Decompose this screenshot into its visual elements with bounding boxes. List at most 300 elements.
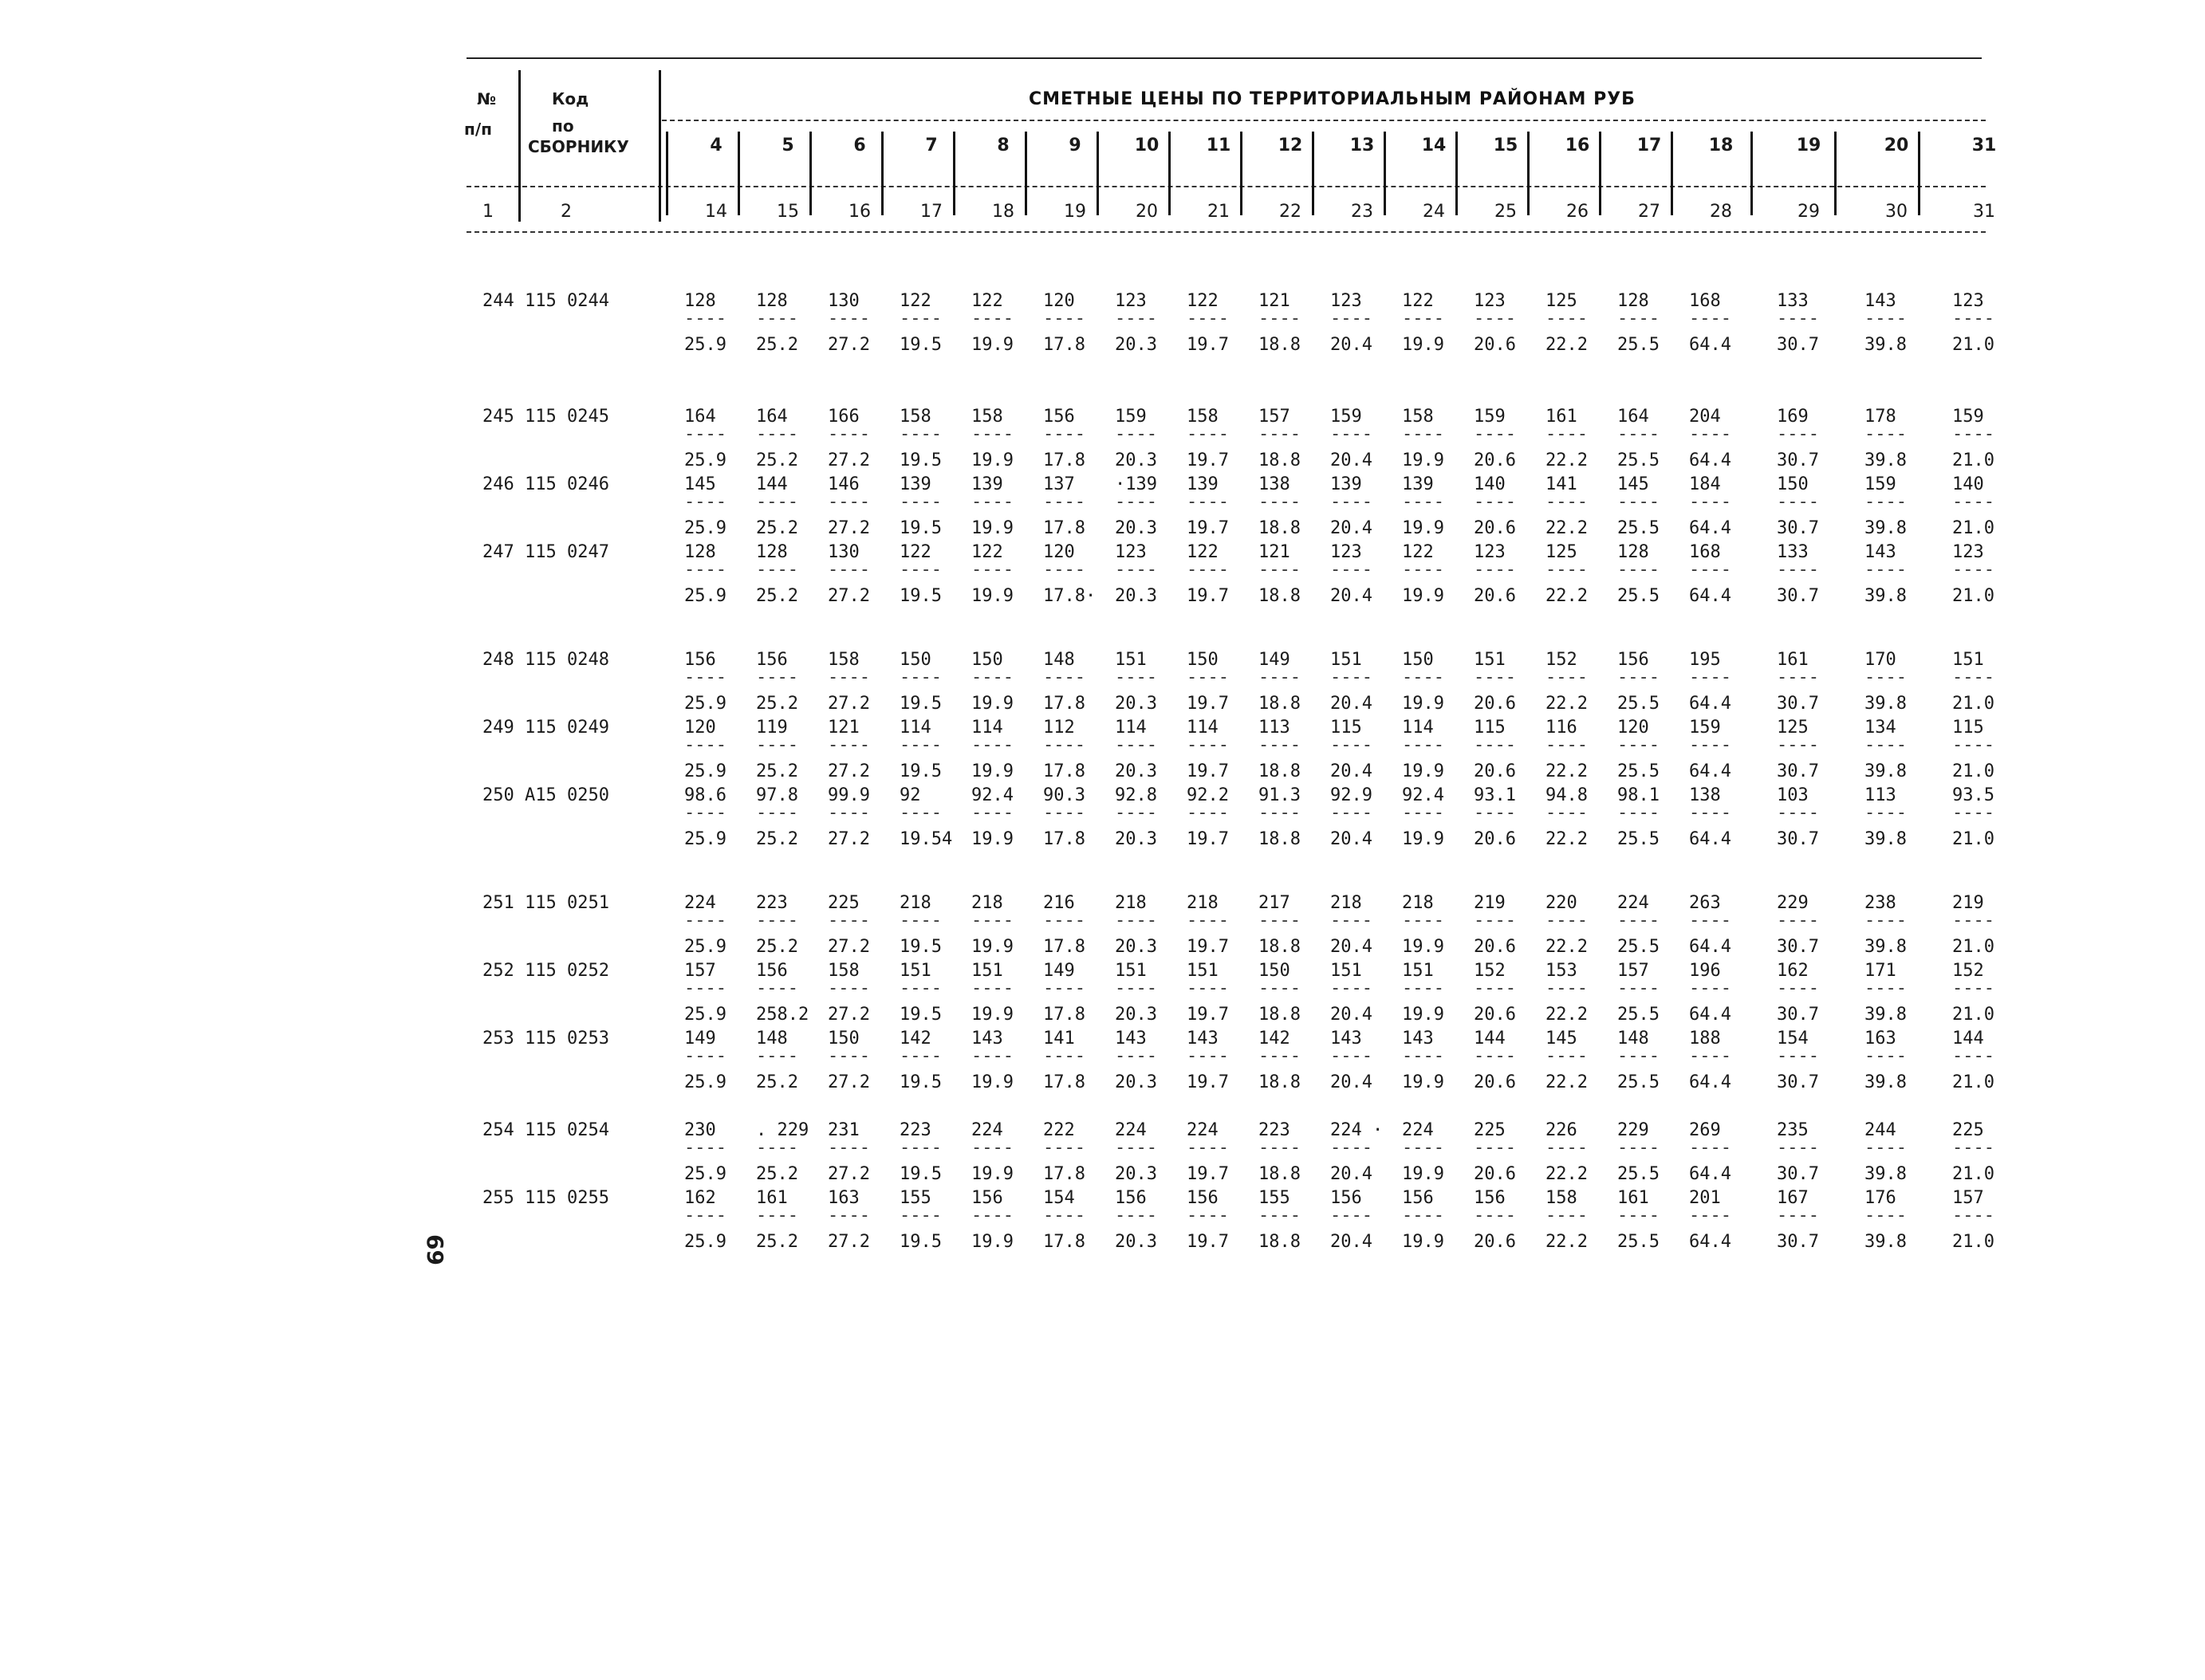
price-total: 143 [1115,1029,1147,1049]
price-wages: 20.3 [1115,1232,1157,1252]
price-wages: 17.8 [1043,1005,1085,1025]
fraction-dash: ---- [684,492,726,512]
fraction-dash: ---- [1115,309,1157,329]
price-total: 149 [1043,961,1075,981]
fraction-dash: ---- [900,424,942,444]
price-wages: 27.2 [828,518,870,538]
price-wages: 30.7 [1777,761,1819,781]
price-total: 164 [1617,407,1649,427]
fraction-dash: ---- [1474,560,1516,580]
region-number: 7 [925,136,938,155]
price-total: 150 [971,650,1003,670]
price-total: 142 [900,1029,931,1049]
price-total: 226 [1545,1120,1577,1140]
fraction-dash: ---- [1115,978,1157,998]
fraction-dash: ---- [1043,735,1085,755]
price-wages: 19.9 [971,335,1014,355]
row-code-label: 255 115 0255 [482,1188,609,1208]
price-total: 139 [1187,474,1219,494]
price-total: 139 [900,474,931,494]
fraction-dash: ---- [1689,1138,1731,1158]
fraction-dash: ---- [1258,978,1301,998]
price-total: 123 [1952,291,1984,311]
col1-label: п/п [464,120,492,139]
price-total: 219 [1952,893,1984,913]
price-total: 99.9 [828,785,870,805]
price-total: 121 [1258,542,1290,562]
price-total: 114 [1187,718,1219,738]
fraction-dash: ---- [971,560,1014,580]
price-total: 151 [1402,961,1434,981]
price-wages: 25.2 [756,450,798,470]
fraction-dash: ---- [1617,1206,1660,1226]
fraction-dash: ---- [1330,1046,1372,1066]
fraction-dash: ---- [1330,667,1372,687]
fraction-dash: ---- [1952,735,1994,755]
fraction-dash: ---- [1864,978,1907,998]
fraction-dash: ---- [1864,1206,1907,1226]
price-total: 90.3 [1043,785,1085,805]
price-total: 92.2 [1187,785,1229,805]
price-wages: 27.2 [828,335,870,355]
price-wages: 25.2 [756,586,798,606]
price-wages: 19.9 [1402,518,1444,538]
fraction-dash: ---- [971,667,1014,687]
price-total: 156 [971,1188,1003,1208]
fraction-dash: ---- [1545,309,1588,329]
price-total: 148 [1043,650,1075,670]
price-total: 159 [1952,407,1984,427]
fraction-dash: ---- [1545,1206,1588,1226]
price-wages: 64.4 [1689,1072,1731,1092]
fraction-dash: ---- [1545,735,1588,755]
price-wages: 22.2 [1545,1005,1588,1025]
column-index: 31 [1973,202,1995,222]
price-total: 120 [1043,542,1075,562]
price-wages: 18.8 [1258,450,1301,470]
price-wages: 18.8 [1258,1072,1301,1092]
fraction-dash: ---- [1777,424,1819,444]
price-wages: 19.7 [1187,518,1229,538]
column-index: 23 [1351,202,1373,222]
price-wages: 30.7 [1777,1164,1819,1184]
fraction-dash: ---- [1115,1206,1157,1226]
price-wages: 20.6 [1474,1232,1516,1252]
col2-sbornik-label: СБОРНИКУ [528,137,629,156]
fraction-dash: ---- [1402,911,1444,930]
fraction-dash: ---- [1402,1046,1444,1066]
price-wages: 18.8 [1258,937,1301,957]
fraction-dash: ---- [1777,667,1819,687]
fraction-dash: ---- [1952,424,1994,444]
price-total: 269 [1689,1120,1721,1140]
price-wages: 19.7 [1187,694,1229,714]
price-total: 156 [1043,407,1075,427]
price-total: 144 [1474,1029,1506,1049]
fraction-dash: ---- [1689,424,1731,444]
price-total: 235 [1777,1120,1809,1140]
fraction-dash: ---- [1689,309,1731,329]
price-total: 224 [1402,1120,1434,1140]
price-wages: 19.5 [900,1072,942,1092]
price-wages: 25.5 [1617,761,1660,781]
price-wages: 25.9 [684,450,726,470]
price-wages: 39.8 [1864,1072,1907,1092]
price-wages: 25.9 [684,694,726,714]
fraction-dash: ---- [1474,492,1516,512]
price-total: 156 [756,650,788,670]
fraction-dash: ---- [828,1046,870,1066]
table-title: СМЕТНЫЕ ЦЕНЫ ПО ТЕРРИТОРИАЛЬНЫМ РАЙОНАМ РУБ [1029,89,1636,109]
fraction-dash: ---- [1258,735,1301,755]
fraction-dash: ---- [1617,735,1660,755]
price-wages: 20.6 [1474,1072,1516,1092]
price-total: 223 [1258,1120,1290,1140]
price-total: 161 [1777,650,1809,670]
price-wages: 20.6 [1474,937,1516,957]
price-total: 123 [1952,542,1984,562]
price-total: 151 [900,961,931,981]
fraction-dash: ---- [900,1206,942,1226]
price-wages: 20.6 [1474,1164,1516,1184]
column-index: 27 [1638,202,1660,222]
price-total: 153 [1545,961,1577,981]
price-total: 219 [1474,893,1506,913]
column-index: 21 [1207,202,1230,222]
price-total: 168 [1689,542,1721,562]
price-total: 156 [756,961,788,981]
fraction-dash: ---- [1474,735,1516,755]
price-total: 155 [900,1188,931,1208]
row-code-label: 250 А15 0250 [482,785,609,805]
price-wages: 22.2 [1545,518,1588,538]
price-total: 155 [1258,1188,1290,1208]
price-wages: 39.8 [1864,1164,1907,1184]
price-total: 157 [684,961,716,981]
fraction-dash: ---- [1115,735,1157,755]
price-wages: 20.3 [1115,450,1157,470]
column-index: 19 [1064,202,1086,222]
price-wages: 20.6 [1474,518,1516,538]
price-total: 114 [1402,718,1434,738]
fraction-dash: ---- [1115,667,1157,687]
price-wages: 21.0 [1952,829,1994,849]
row-code-label: 247 115 0247 [482,542,609,562]
price-wages: 20.4 [1330,1072,1372,1092]
fraction-dash: ---- [971,1046,1014,1066]
fraction-dash: ---- [1689,911,1731,930]
fraction-dash: ---- [1617,1046,1660,1066]
price-wages: 25.9 [684,1164,726,1184]
price-total: 140 [1952,474,1984,494]
price-total: 152 [1474,961,1506,981]
price-wages: 25.9 [684,335,726,355]
price-wages: 25.9 [684,761,726,781]
price-wages: 25.9 [684,937,726,957]
fraction-dash: ---- [900,309,942,329]
price-wages: 19.9 [971,1072,1014,1092]
price-total: 162 [684,1188,716,1208]
fraction-dash: ---- [1187,667,1229,687]
price-total: 92 [900,785,921,805]
fraction-dash: ---- [1617,424,1660,444]
price-wages: 39.8 [1864,829,1907,849]
price-total: 92.9 [1330,785,1372,805]
price-wages: 39.8 [1864,335,1907,355]
price-total: 171 [1864,961,1896,981]
price-total: 218 [971,893,1003,913]
fraction-dash: ---- [1115,424,1157,444]
fraction-dash: ---- [1402,978,1444,998]
price-total: 223 [756,893,788,913]
price-wages: 19.9 [1402,1005,1444,1025]
fraction-dash: ---- [971,803,1014,823]
fraction-dash: ---- [1330,978,1372,998]
price-wages: 21.0 [1952,1232,1994,1252]
price-wages: 17.8 [1043,1164,1085,1184]
price-total: 224 [971,1120,1003,1140]
price-total: 151 [1115,650,1147,670]
price-total: 113 [1864,785,1896,805]
price-total: 134 [1864,718,1896,738]
price-wages: 30.7 [1777,829,1819,849]
price-wages: 17.8 [1043,937,1085,957]
price-wages: 20.3 [1115,335,1157,355]
price-wages: 20.3 [1115,518,1157,538]
page-number: 69 [422,1234,448,1265]
price-wages: 22.2 [1545,450,1588,470]
price-total: 163 [1864,1029,1896,1049]
fraction-dash: ---- [1617,309,1660,329]
price-wages: 30.7 [1777,1232,1819,1252]
fraction-dash: ---- [828,560,870,580]
price-total: 150 [900,650,931,670]
fraction-dash: ---- [1187,803,1229,823]
price-wages: 25.2 [756,1164,798,1184]
price-total: 218 [1187,893,1219,913]
price-total: 158 [900,407,931,427]
fraction-dash: ---- [1043,1138,1085,1158]
price-wages: 64.4 [1689,1164,1731,1184]
price-wages: 27.2 [828,694,870,714]
price-total: 164 [756,407,788,427]
price-total: 122 [1187,291,1219,311]
price-wages: 19.9 [971,518,1014,538]
price-wages: 27.2 [828,937,870,957]
fraction-dash: ---- [1330,735,1372,755]
price-total: 143 [1330,1029,1362,1049]
price-wages: 64.4 [1689,761,1731,781]
fraction-dash: ---- [1258,309,1301,329]
fraction-dash: ---- [1115,1046,1157,1066]
price-total: 152 [1545,650,1577,670]
fraction-dash: ---- [1864,667,1907,687]
fraction-dash: ---- [1043,803,1085,823]
price-wages: 25.9 [684,1005,726,1025]
fraction-dash: ---- [971,911,1014,930]
price-total: 161 [756,1188,788,1208]
fraction-dash: ---- [684,735,726,755]
fraction-dash: ---- [684,1206,726,1226]
price-total: 150 [1258,961,1290,981]
region-number: 9 [1069,136,1081,155]
fraction-dash: ---- [1617,492,1660,512]
price-wages: 20.6 [1474,450,1516,470]
row-code-label: 252 115 0252 [482,961,609,981]
price-total: 163 [828,1188,860,1208]
price-wages: 19.7 [1187,829,1229,849]
fraction-dash: ---- [684,911,726,930]
fraction-dash: ---- [900,560,942,580]
price-wages: 20.4 [1330,1164,1372,1184]
fraction-dash: ---- [900,492,942,512]
price-wages: 25.2 [756,335,798,355]
price-total: 139 [1402,474,1434,494]
fraction-dash: ---- [1617,667,1660,687]
col2-code-label: Код [552,89,589,108]
price-wages: 20.3 [1115,1164,1157,1184]
price-total: 123 [1115,542,1147,562]
price-wages: 21.0 [1952,694,1994,714]
price-total: 146 [828,474,860,494]
price-total: 141 [1545,474,1577,494]
price-total: 94.8 [1545,785,1588,805]
price-total: 123 [1330,291,1362,311]
fraction-dash: ---- [1864,735,1907,755]
price-total: 128 [756,291,788,311]
fraction-dash: ---- [828,1138,870,1158]
price-total: 158 [1402,407,1434,427]
price-total: 123 [1474,542,1506,562]
price-wages: 25.5 [1617,937,1660,957]
fraction-dash: ---- [1043,424,1085,444]
fraction-dash: ---- [1187,560,1229,580]
fraction-dash: ---- [1689,803,1731,823]
fraction-dash: ---- [828,424,870,444]
price-total: 263 [1689,893,1721,913]
fraction-dash: ---- [1777,1138,1819,1158]
price-wages: 18.8 [1258,335,1301,355]
price-total: 115 [1330,718,1362,738]
region-number: 20 [1884,136,1909,155]
fraction-dash: ---- [1545,911,1588,930]
fraction-dash: ---- [1952,560,1994,580]
price-wages: 21.0 [1952,450,1994,470]
row-code-label: 246 115 0246 [482,474,609,494]
header-separator [518,70,521,222]
price-total: 217 [1258,893,1290,913]
col-index-2: 2 [561,202,572,222]
price-wages: 19.9 [971,450,1014,470]
fraction-dash: ---- [1864,911,1907,930]
price-total: 167 [1777,1188,1809,1208]
price-total: 98.6 [684,785,726,805]
price-total: 116 [1545,718,1577,738]
region-number: 4 [710,136,723,155]
region-column-separator [1834,132,1837,215]
fraction-dash: ---- [900,1046,942,1066]
fraction-dash: ---- [684,309,726,329]
price-total: 138 [1258,474,1290,494]
price-wages: 18.8 [1258,1232,1301,1252]
price-total: 151 [1115,961,1147,981]
fraction-dash: ---- [1545,560,1588,580]
price-total: 158 [971,407,1003,427]
fraction-dash: ---- [1258,492,1301,512]
price-wages: 19.9 [1402,335,1444,355]
region-number: 19 [1796,136,1821,155]
fraction-dash: ---- [828,309,870,329]
fraction-dash: ---- [971,1206,1014,1226]
price-wages: 20.4 [1330,1232,1372,1252]
fraction-dash: ---- [684,667,726,687]
price-total: 138 [1689,785,1721,805]
region-number: 13 [1349,136,1375,155]
fraction-dash: ---- [1402,735,1444,755]
fraction-dash: ---- [1187,1206,1229,1226]
price-wages: 25.5 [1617,1005,1660,1025]
price-wages: 19.7 [1187,335,1229,355]
price-wages: 18.8 [1258,1164,1301,1184]
fraction-dash: ---- [756,1206,798,1226]
price-total: 158 [828,650,860,670]
fraction-dash: ---- [1474,978,1516,998]
price-total: 158 [828,961,860,981]
price-total: 220 [1545,893,1577,913]
fraction-dash: ---- [1777,803,1819,823]
price-wages: 20.3 [1115,761,1157,781]
price-wages: 25.9 [684,1232,726,1252]
price-wages: 19.9 [1402,1164,1444,1184]
price-wages: 19.54 [900,829,953,849]
price-total: 150 [1187,650,1219,670]
price-wages: 27.2 [828,450,870,470]
price-total: 145 [684,474,716,494]
fraction-dash: ---- [1617,911,1660,930]
fraction-dash: ---- [684,1138,726,1158]
fraction-dash: ---- [1545,1046,1588,1066]
column-index: 20 [1136,202,1158,222]
fraction-dash: ---- [1617,1138,1660,1158]
price-total: 156 [1617,650,1649,670]
price-total: 169 [1777,407,1809,427]
row-code-label: 253 115 0253 [482,1029,609,1049]
price-wages: 25.2 [756,694,798,714]
price-wages: 19.5 [900,761,942,781]
price-wages: 64.4 [1689,586,1731,606]
fraction-dash: ---- [1474,667,1516,687]
price-total: 91.3 [1258,785,1301,805]
price-total: 130 [828,542,860,562]
price-wages: 39.8 [1864,586,1907,606]
price-total: 140 [1474,474,1506,494]
price-total: 154 [1777,1029,1809,1049]
price-total: 158 [1187,407,1219,427]
price-wages: 20.3 [1115,1072,1157,1092]
price-total: 125 [1545,291,1577,311]
price-wages: 19.9 [1402,1232,1444,1252]
price-total: 143 [1864,542,1896,562]
price-wages: 25.9 [684,1072,726,1092]
price-total: 218 [900,893,931,913]
price-total: 122 [971,291,1003,311]
row-code-label: 251 115 0251 [482,893,609,913]
fraction-dash: ---- [1952,667,1994,687]
price-total: 142 [1258,1029,1290,1049]
price-wages: 19.7 [1187,1164,1229,1184]
fraction-dash: ---- [1689,1046,1731,1066]
fraction-dash: ---- [828,911,870,930]
